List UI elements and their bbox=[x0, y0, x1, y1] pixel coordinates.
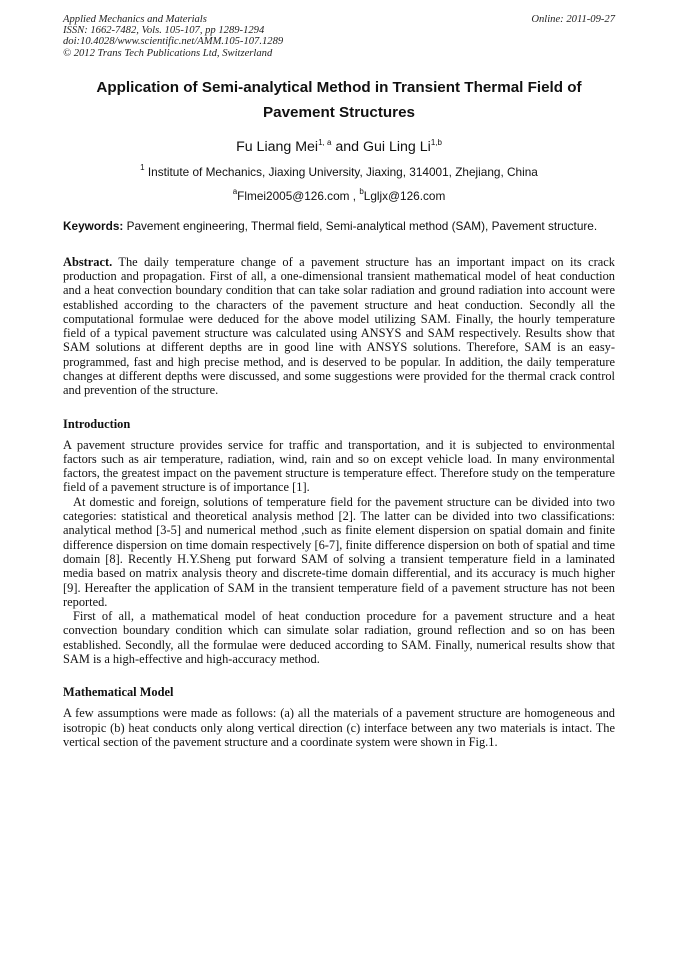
author-1: Fu Liang Mei bbox=[236, 138, 319, 155]
keywords bbox=[63, 220, 615, 234]
email-b: Lgljx@126.com bbox=[363, 188, 446, 203]
affiliation-text: Institute of Mechanics, Jiaxing University, Jiaxing, 314001, Zhejiang, China bbox=[147, 164, 538, 179]
introduction-section bbox=[63, 417, 615, 667]
math-model-section bbox=[63, 685, 615, 749]
journal-header bbox=[63, 14, 615, 59]
abstract-label: Abstract. bbox=[63, 254, 113, 269]
author-2-affil-mark: 1,b bbox=[430, 137, 442, 147]
math-model-paragraph-1: A few assumptions were made as follows: (a) all the materials of a pavement structure are homogeneous and isotropic (b) heat conducts only along vertical direction (c) interface between any two materials is intact. The vertical section of the pavement structure and a coordinate system were shown in Fig.1. bbox=[63, 706, 615, 749]
paper-title-line-1: Application of Semi-analytical Method in Transient Thermal Field of bbox=[96, 78, 582, 96]
author-list bbox=[63, 134, 615, 156]
author-2: Gui Ling Li bbox=[362, 138, 431, 155]
email-separator: , bbox=[349, 188, 360, 203]
abstract-text: The daily temperature change of a pavement structure has an important impact on its crack production and propagation. First of all, a one-dimensional transient mathematical model of heat conduction and a heat convection boundary condition that can take solar radiation and ground radiation into account were established according to the characters of the pavement structure and heat conduction. Secondly all the computational formulae were deduced for the above model utilizing SAM. Finally, the hourly temperature field of a typical pavement structure was calculated using ANSYS and SAM respectively. Results show that SAM solutions at different depths are in good line with ANSYS solutions. Therefore, SAM is an easy-programmed, fast and high precise method, and is deserved to be popular. In addition, the daily temperature changes at different depths were discussed, and some suggestions were provided for the thermal crack control and prevention of the structure. bbox=[63, 254, 616, 398]
online-date: Online: 2011-09-27 bbox=[531, 14, 615, 25]
author-connector: and bbox=[331, 138, 363, 155]
paper-title-line-2: Pavement Structures bbox=[263, 103, 415, 121]
paper-page bbox=[63, 14, 615, 749]
introduction-heading: Introduction bbox=[63, 416, 131, 431]
email-a-mark: a bbox=[232, 186, 238, 196]
author-emails bbox=[63, 184, 615, 204]
affiliation bbox=[63, 160, 615, 180]
journal-copyright: © 2012 Trans Tech Publications Ltd, Switzerland bbox=[63, 47, 273, 59]
email-b-mark: b bbox=[359, 186, 364, 196]
journal-issn: ISSN: 1662-7482, Vols. 105-107, pp 1289-1294 bbox=[63, 25, 265, 37]
math-model-heading: Mathematical Model bbox=[63, 685, 174, 700]
keywords-text: Pavement engineering, Thermal field, Semi-analytical method (SAM), Pavement structure. bbox=[126, 218, 598, 233]
journal-name: Applied Mechanics and Materials bbox=[63, 14, 207, 25]
email-a: Flmei2005@126.com bbox=[237, 188, 350, 203]
paper-title bbox=[63, 75, 615, 125]
introduction-paragraph-2: At domestic and foreign, solutions of temperature field for the pavement structure can be divided into two categories: statistical and theoretical analysis method [2]. The latter can be divided into two classifications: analytical method [3-5] and numerical method ,such as finite element dispersion on spatial domain and finite difference dispersion on time domain respectively [6-7], finite difference dispersion on both of spatial and time domain [8]. Recently H.Y.Sheng put forward SAM of solving a transient temperature field in a laminated media based on matrix analysis theory and discrete-time domain differential, and its accuracy is much higher [9]. Hereafter the application of SAM in the transient temperature field of a pavement structure has not been reported. bbox=[63, 494, 615, 609]
affiliation-mark: 1 bbox=[140, 162, 145, 172]
introduction-paragraph-1: A pavement structure provides service for traffic and transportation, and it is subjected to environmental factors such as air temperature, radiation, wind, rain and so on except vehicle load. In many environmental factors, the greatest impact on the pavement structure is temperature effect. Therefore study on the temperature field of a pavement structure is of importance [1]. bbox=[63, 437, 615, 495]
introduction-paragraph-3: First of all, a mathematical model of heat conduction procedure for a pavement structure and a heat convection boundary condition which can simulate solar radiation, ground reflection and so on has been established. Secondly, all the formulae were deduced according to SAM. Finally, numerical results show that SAM is a high-effective and high-accuracy method. bbox=[63, 609, 615, 667]
author-1-affil-mark: 1, a bbox=[318, 137, 332, 147]
journal-doi: doi:10.4028/www.scientific.net/AMM.105-107.1289 bbox=[63, 36, 284, 48]
abstract bbox=[63, 255, 615, 398]
keywords-label: Keywords: bbox=[63, 218, 124, 233]
